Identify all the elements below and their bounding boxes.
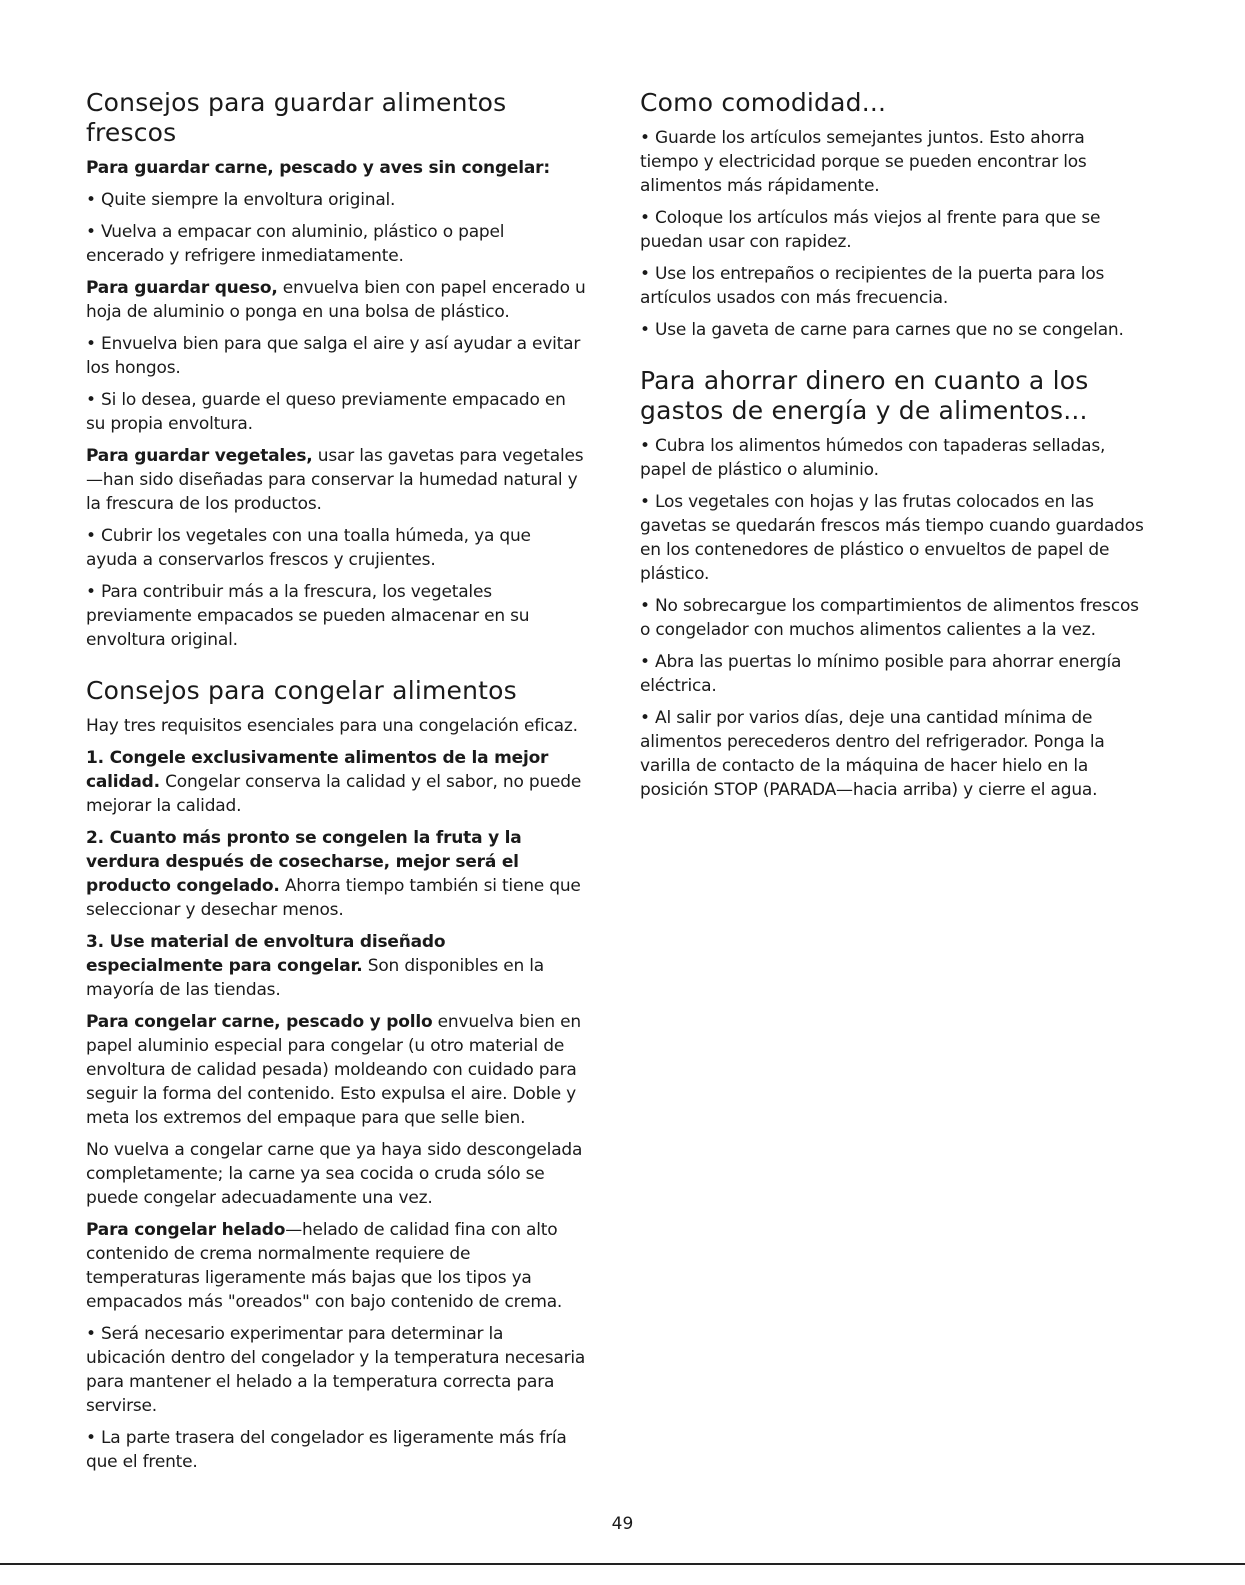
convenience-tip-2: • Coloque los artículos más viejos al frente para que se puedan usar con rapidez. <box>640 208 1101 252</box>
ice-cream-tip-2: • La parte trasera del congelador es ligeramente más fría que el frente. <box>86 1428 567 1472</box>
meat-storage-heading: Para guardar carne, pescado y aves sin congelar: <box>86 158 550 178</box>
heading-fresh-storage: Consejos para guardar alimentos frescos <box>86 88 507 147</box>
energy-tip-1: • Cubra los alimentos húmedos con tapaderas selladas, papel de plástico o aluminio. <box>640 436 1106 480</box>
vegetables-tip-2: • Para contribuir más a la frescura, los vegetales previamente empacados se pueden almacenar en su envoltura original. <box>86 582 530 650</box>
requirement-2-text: Ahorra tiempo también si tiene que seleccionar y desechar menos. <box>86 876 581 920</box>
convenience-tip-1: • Guarde los artículos semejantes juntos. Esto ahorra tiempo y electricidad porque se pueden encontrar los alimentos más rápidamente. <box>640 128 1087 196</box>
page-number: 49 <box>611 1514 634 1534</box>
freeze-meat-text: envuelva bien en papel aluminio especial para congelar (u otro material de envoltura de calidad pesada) moldeando con cuidado para seguir la forma del contenido. Esto expulsa el aire. Doble y meta los extremos del empaque para que selle bien. <box>86 1012 581 1128</box>
requirement-2-lead: 2. Cuanto más pronto se congelen la fruta y la verdura después de cosecharse, mejor será el producto congelado. <box>86 828 522 896</box>
cheese-paragraph <box>86 276 586 324</box>
energy-tip-2: • Los vegetales con hojas y las frutas colocados en las gavetas se quedarán frescos más tiempo cuando guardados en los contenedores de plástico o envueltos de papel de plástico. <box>640 492 1144 584</box>
meat-tip-1: • Quite siempre la envoltura original. <box>86 190 396 210</box>
vegetables-tip-1: • Cubrir los vegetales con una toalla húmeda, ya que ayuda a conservarlos frescos y crujientes. <box>86 526 531 570</box>
convenience-tip-4: • Use la gaveta de carne para carnes que no se congelan. <box>640 320 1124 340</box>
vegetables-lead: Para guardar vegetales, <box>86 446 313 466</box>
heading-convenience: Como comodidad... <box>640 88 887 117</box>
energy-tip-4: • Abra las puertas lo mínimo posible para ahorrar energía eléctrica. <box>640 652 1122 696</box>
requirement-3 <box>86 930 586 1002</box>
right-column <box>640 88 1145 810</box>
requirement-3-text: Son disponibles en la mayoría de las tiendas. <box>86 956 545 1000</box>
cheese-lead: Para guardar queso, <box>86 278 278 298</box>
meat-tip-2: • Vuelva a empacar con aluminio, plástico o papel encerado y refrigere inmediatamente. <box>86 222 505 266</box>
requirement-3-lead: 3. Use material de envoltura diseñado especialmente para congelar. <box>86 932 446 976</box>
footer-rule <box>0 1563 1245 1565</box>
ice-cream-paragraph <box>86 1218 586 1314</box>
freezing-intro: Hay tres requisitos esenciales para una congelación eficaz. <box>86 716 578 736</box>
cheese-tip-2: • Si lo desea, guarde el queso previamente empacado en su propia envoltura. <box>86 390 566 434</box>
requirement-1 <box>86 746 586 818</box>
vegetables-paragraph <box>86 444 586 516</box>
freeze-meat-lead: Para congelar carne, pescado y pollo <box>86 1012 433 1032</box>
cheese-tip-1: • Envuelva bien para que salga el aire y así ayudar a evitar los hongos. <box>86 334 581 378</box>
energy-tip-5: • Al salir por varios días, deje una cantidad mínima de alimentos perecederos dentro del refrigerador. Ponga la varilla de contacto de la máquina de hacer hielo en la posición STOP (PARADA—hacia arriba) y cierre el agua. <box>640 708 1105 800</box>
refreeze-warning: No vuelva a congelar carne que ya haya sido descongelada completamente; la carne ya sea cocida o cruda sólo se puede congelar adecuadamente una vez. <box>86 1140 583 1208</box>
freeze-meat-paragraph <box>86 1010 586 1130</box>
heading-energy-savings: Para ahorrar dinero en cuanto a los gastos de energía y de alimentos... <box>640 366 1089 425</box>
ice-cream-tip-1: • Será necesario experimentar para determinar la ubicación dentro del congelador y la temperatura necesaria para mantener el helado a la temperatura correcta para servirse. <box>86 1324 586 1416</box>
requirement-1-text: Congelar conserva la calidad y el sabor, no puede mejorar la calidad. <box>86 772 582 816</box>
left-column <box>86 88 586 1482</box>
energy-tip-3: • No sobrecargue los compartimientos de alimentos frescos o congelador con muchos alimentos calientes a la vez. <box>640 596 1139 640</box>
cheese-text: envuelva bien con papel encerado u hoja de aluminio o ponga en una bolsa de plástico. <box>86 278 586 322</box>
convenience-tip-3: • Use los entrepaños o recipientes de la puerta para los artículos usados con más frecuencia. <box>640 264 1105 308</box>
requirement-1-lead: 1. Congele exclusivamente alimentos de la mejor calidad. <box>86 748 549 792</box>
requirement-2 <box>86 826 586 922</box>
ice-cream-text: —helado de calidad fina con alto contenido de crema normalmente requiere de temperaturas ligeramente más bajas que los tipos ya empacados más "oreados" con bajo contenido de crema. <box>86 1220 563 1312</box>
vegetables-text: usar las gavetas para vegetales—han sido diseñadas para conservar la humedad natural y la frescura de los productos. <box>86 446 584 514</box>
heading-freezing: Consejos para congelar alimentos <box>86 676 517 705</box>
ice-cream-lead: Para congelar helado <box>86 1220 286 1240</box>
